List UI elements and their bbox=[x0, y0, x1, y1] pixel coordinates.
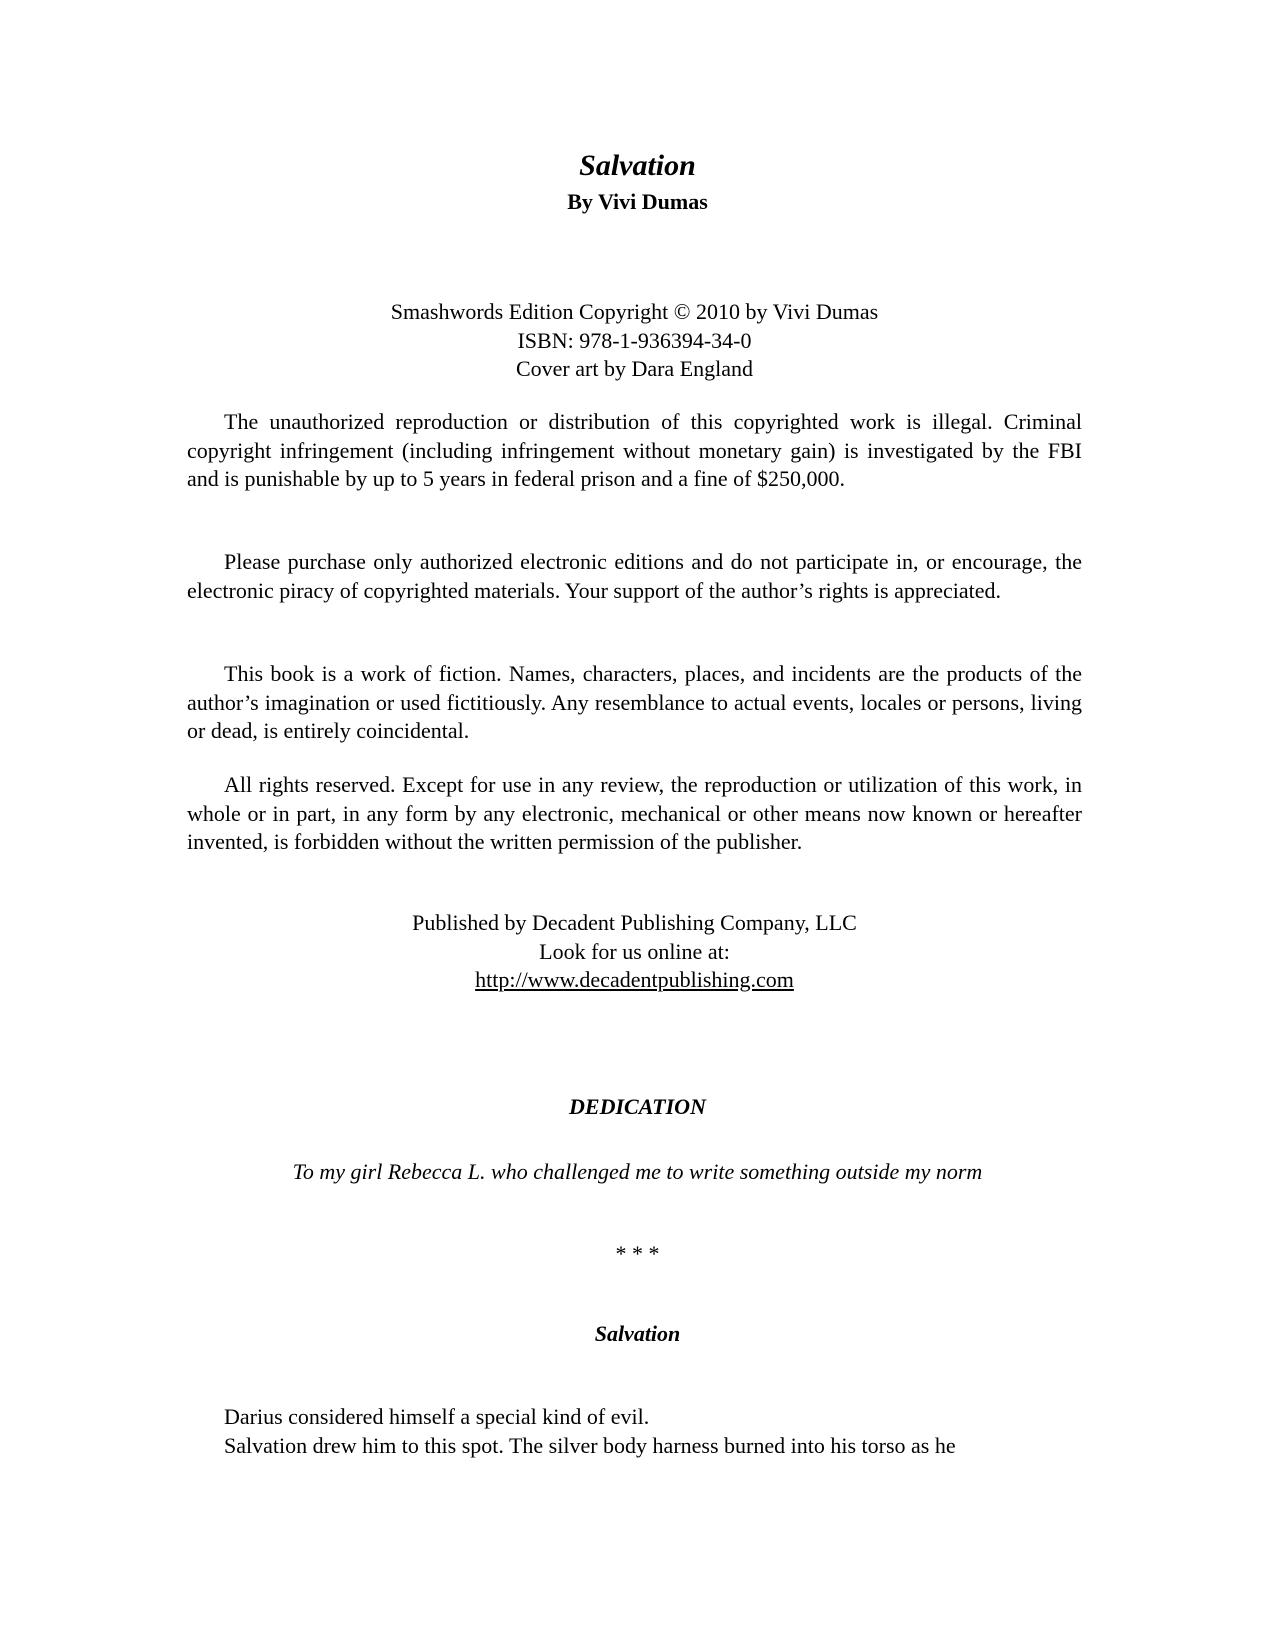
chapter-line: Salvation drew him to this spot. The silver body harness burned into his torso as he bbox=[224, 1432, 956, 1458]
cover-art-line: Cover art by Dara England bbox=[515, 356, 754, 381]
legal-paragraph-text: The unauthorized reproduction or distribution of this copyrighted work is illegal. Criminal copyright infringement (including infringement without monetary gain) is investigated by the FBI and is punishable by up to 5 years in federal prison and a fine of $250,000. bbox=[187, 409, 1082, 491]
legal-paragraph bbox=[187, 408, 1082, 494]
dedication-text: To my girl Rebecca L. who challenged me to write something outside my norm bbox=[292, 1159, 983, 1184]
copyright-line: Smashwords Edition Copyright © 2010 by Vivi Dumas bbox=[390, 299, 879, 324]
copyright-block bbox=[187, 298, 1082, 384]
fiction-paragraph-text: This book is a work of fiction. Names, characters, places, and incidents are the products of the author’s imagination or used fictitiously. Any resemblance to actual events, locales or persons, living or dead, is entirely coincidental. bbox=[187, 661, 1082, 743]
chapter-line: Darius considered himself a special kind of evil. bbox=[224, 1404, 650, 1429]
rights-paragraph bbox=[187, 771, 1082, 857]
rights-paragraph-text: All rights reserved. Except for use in any review, the reproduction or utilization of this work, in whole or in part, in any form by any electronic, mechanical or other means now known or hereafter invented, is forbidden without the written permission of the publisher. bbox=[187, 772, 1082, 854]
piracy-paragraph bbox=[187, 548, 1082, 605]
dedication-heading: DEDICATION bbox=[569, 1094, 706, 1119]
publisher-block bbox=[187, 909, 1082, 995]
book-title: Salvation bbox=[579, 149, 696, 182]
chapter-heading: Salvation bbox=[594, 1321, 681, 1346]
piracy-paragraph-text: Please purchase only authorized electronic editions and do not participate in, or encourage, the electronic piracy of copyrighted materials. Your support of the author’s rights is appreciated. bbox=[187, 549, 1082, 603]
fiction-paragraph bbox=[187, 660, 1082, 746]
online-line: Look for us online at: bbox=[539, 938, 730, 964]
section-separator: * * * bbox=[615, 1241, 660, 1266]
publisher-link[interactable]: http://www.decadentpublishing.com bbox=[475, 967, 794, 992]
author-byline: By Vivi Dumas bbox=[567, 189, 708, 214]
publisher-line: Published by Decadent Publishing Company, LLC bbox=[412, 910, 857, 935]
chapter-text bbox=[224, 1403, 1084, 1460]
isbn-line: ISBN: 978-1-936394-34-0 bbox=[517, 327, 752, 353]
